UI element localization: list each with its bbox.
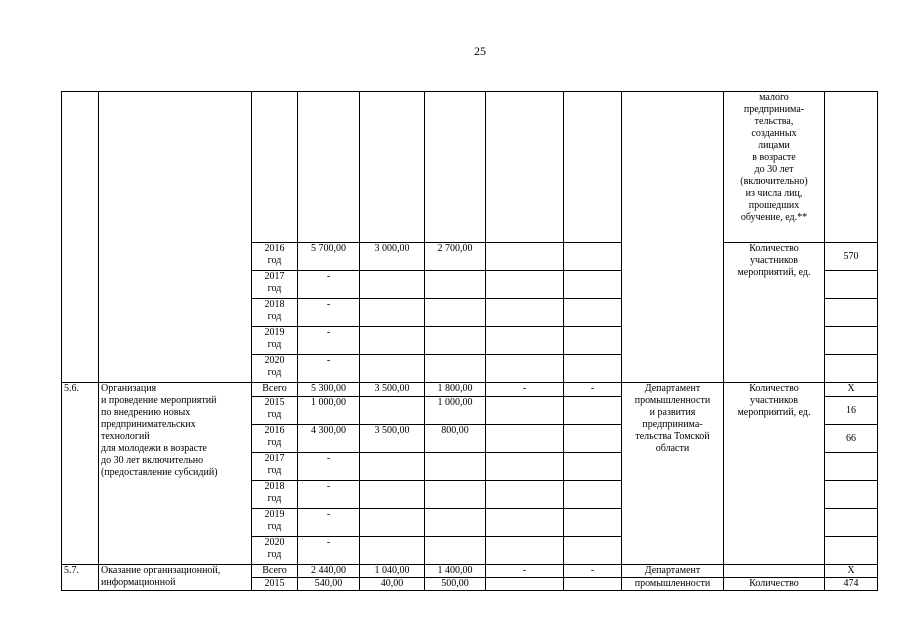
item-5-7-indicator: Количество [724,578,825,591]
item-5-7-executor-2: промышленности [622,578,724,591]
col2-cell: 3 000,00 [360,243,425,271]
item-5-6-num: 5.6. [62,383,99,565]
year-cell: Всего [252,383,298,397]
indicator-text: малого предпринима- тельства, созданных лицами в возрасте до 30 лет (включительно) из числа лиц, прошедших обучение, ед.** [724,92,825,243]
item-5-7-val-2015: 474 [825,578,878,591]
indicator2: Количество участников мероприятий, ед. [724,243,825,383]
item-5-6-indicator: Количество участников мероприятий, ед. [724,383,825,565]
item-5-6-val-2015: 16 [825,397,878,425]
col3-cell: 2 700,00 [425,243,486,271]
cont-num-cell [62,92,99,383]
page-number: 25 [474,44,486,58]
item-5-6-val-2016: 66 [825,425,878,453]
item-5-6-val-total: Х [825,383,878,397]
cont-name-cell [99,92,252,383]
item-5-7-val-total: Х [825,565,878,578]
item-5-6-name: Организация и проведение мероприятий по внедрению новых предпринимательских технологий для молодежи в возрасте до 30 лет включительно (предоставление субсидий) [99,383,252,565]
item-5-7-executor-1: Департамент [622,565,724,578]
year-cell: 2016 год [252,243,298,271]
total-cell: 5 700,00 [298,243,360,271]
cont-executor-cell [622,92,724,383]
value-2016: 570 [825,243,878,271]
item-5-7-num: 5.7. [62,565,99,591]
program-table: малого предпринима- тельства, созданных лицами в возрасте до 30 лет (включительно) из числа лиц, прошедших обучение, ед.** 2016 год 5 700,00 3 000,00 2 700,00 Количество участников мероприятий, ед. 570 2017 год - 2018 год - 2019 год - 2020 год - 5.6. Организация и проведение мероприятий по внедрению новых предпринимательских технологий для молодежи в возрасте до 30 лет включительно (предоставление субсидий) Всего 5 300,00 3 500,00 1 800,00 - - Департамент промышленности и развития предпринима- тельства Томской области Количество участников мероприятий, ед. Х 2015 год 1 000,00 1 000,00 16 2016 год 4 300,00 3 500,00 800,00 66 2017 год - 2018 год - 2019 год - 2020 год - 5.7. Оказание организационной, информационной Всего 2 440,00 1 040,00 1 400,00 - - Департамент Х 2015 540,00 40,00 500,00 промышленности Количество 474 [61,91,878,591]
item-5-6-executor: Департамент промышленности и развития предпринима- тельства Томской области [622,383,724,565]
item-5-7-name: Оказание организационной, информационной [99,565,252,591]
